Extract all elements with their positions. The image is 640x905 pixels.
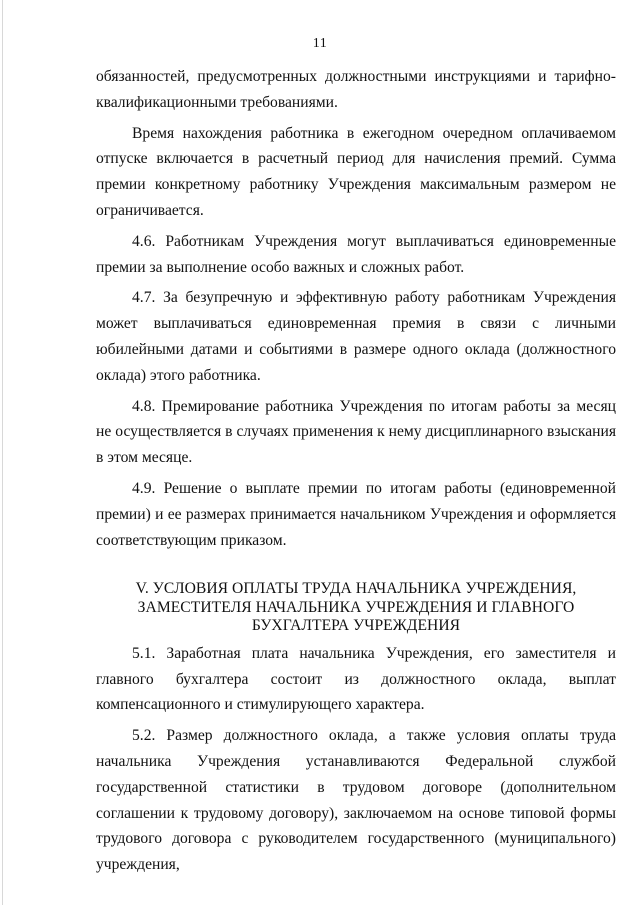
paragraph-vacation-period: Время нахождения работника в ежегодном очередном оплачиваемом отпуске включается в расчетный период для начисления премий. Сумма премии конкретному работнику Учреждения максимальным размером не ограничивается.: [96, 124, 616, 219]
paragraph-5-2: 5.2. Размер должностного оклада, а также условия оплаты труда начальника Учреждения устанавливаются Федеральной службой государственной статистики в трудовом договоре (дополнительном соглашении к трудовому договору), заключаемом на основе типовой формы трудового договора с руководителем государственного (муниципального) учреждения,: [96, 727, 616, 874]
paragraph-continuation: обязанностей, предусмотренных должностными инструкциями и тарифно-квалификационными требованиями.: [96, 68, 616, 111]
paragraph-4-9: 4.9. Решение о выплате премии по итогам работы (единовременной премии) и ее размерах принимается начальником Учреждения и оформляется соответствующим приказом.: [96, 479, 616, 549]
paragraph-5-1: 5.1. Заработная плата начальника Учреждения, его заместителя и главного бухгалтера состоит из должностного оклада, выплат компенсационного и стимулирующего характера.: [96, 644, 616, 714]
page-number: 11: [312, 36, 328, 51]
document-body: [96, 64, 616, 878]
section-heading-line-3: БУХГАЛТЕРА УЧРЕЖДЕНИЯ: [251, 617, 461, 635]
section-heading: [96, 580, 616, 636]
scan-edge: [2, 0, 3, 905]
paragraph-4-8: 4.8. Премирование работника Учреждения по итогам работы за месяц не осуществляется в случаях применения к нему дисциплинарного взыскания в этом месяце.: [96, 397, 616, 467]
section-heading-line-1: V. УСЛОВИЯ ОПЛАТЫ ТРУДА НАЧАЛЬНИКА УЧРЕЖДЕНИЯ,: [135, 580, 577, 598]
paragraph-4-6: 4.6. Работникам Учреждения могут выплачиваться единовременные премии за выполнение особо важных и сложных работ.: [96, 232, 616, 276]
section-heading-line-2: ЗАМЕСТИТЕЛЯ НАЧАЛЬНИКА УЧРЕЖДЕНИЯ И ГЛАВНОГО: [137, 598, 575, 616]
paragraph-4-7: 4.7. За безупречную и эффективную работу работникам Учреждения может выплачиваться единовременная премия в связи с личными юбилейными датами и событиями в размере одного оклада (должностного оклада) этого работника.: [96, 289, 616, 384]
